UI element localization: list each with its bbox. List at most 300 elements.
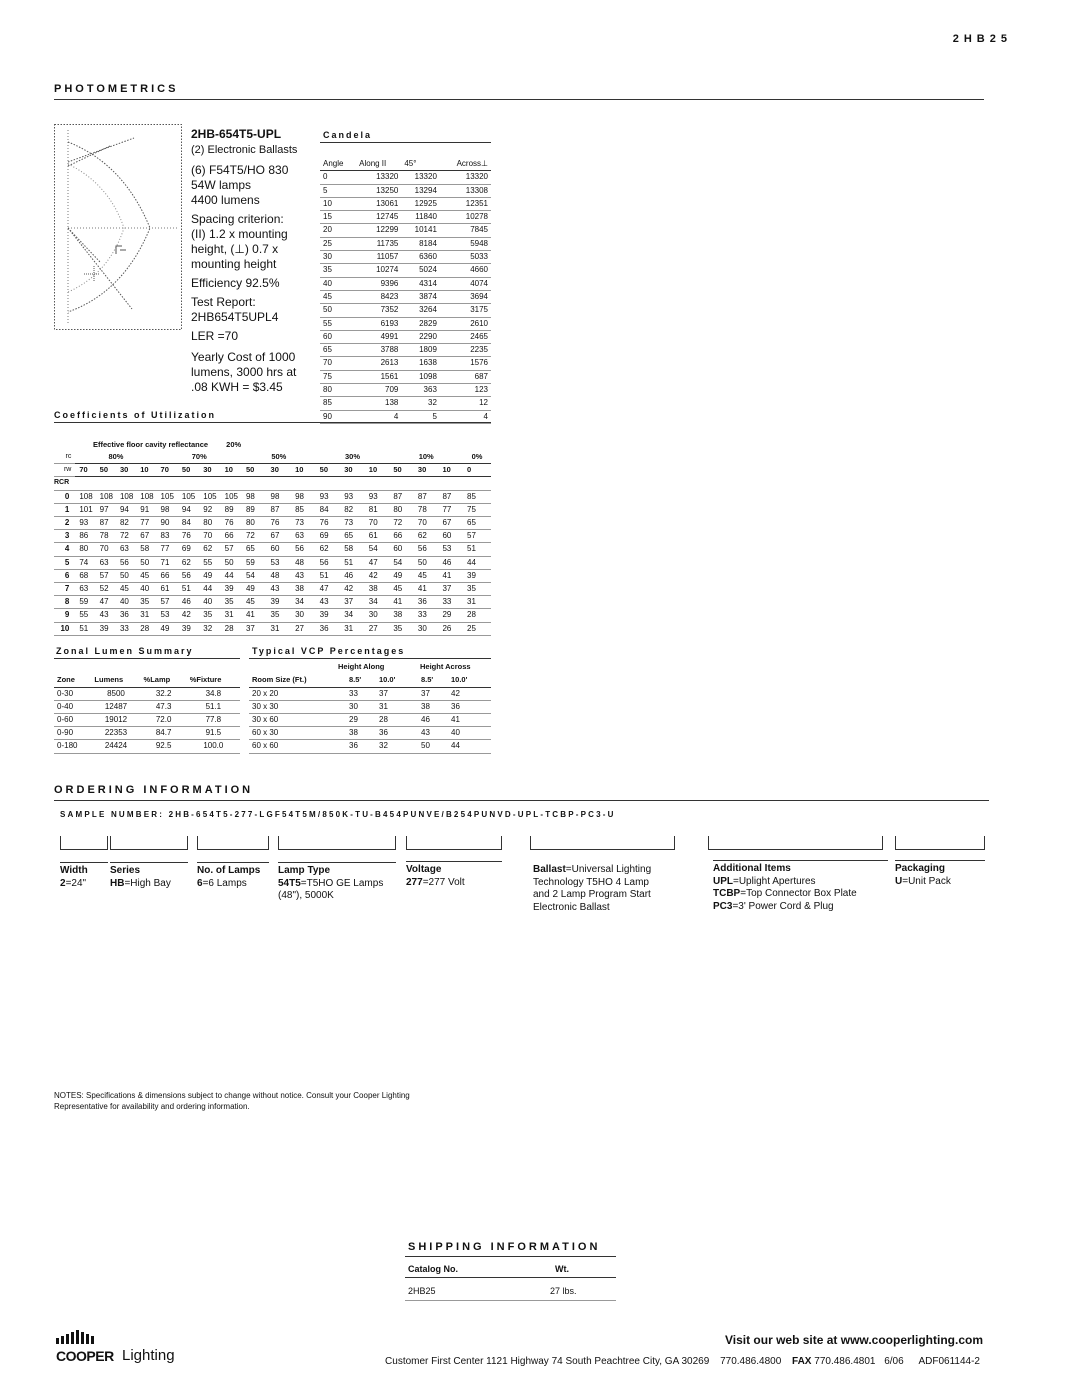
candela-row [320, 224, 491, 237]
vcp-cell: 60 x 30 [249, 727, 346, 740]
bracket-additional [708, 836, 883, 850]
candela-cell: 687 [440, 370, 491, 383]
cu-cell: 85 [291, 503, 316, 516]
cu-cell: 93 [75, 517, 95, 530]
spec-ballasts: (2) Electronic Ballasts [191, 144, 298, 156]
spec-lamps: (6) F54T5/HO 830 [191, 163, 289, 177]
cu-cell: 94 [178, 503, 199, 516]
order-col-additional-head: Additional Items [713, 863, 791, 874]
order-col-additional-code-2: TCBP [713, 888, 741, 899]
cu-cell: 57 [96, 569, 116, 582]
cu-row [54, 503, 491, 516]
candela-cell: 12299 [356, 224, 401, 237]
candela-row [320, 171, 491, 184]
cu-cell: 53 [157, 609, 178, 622]
candela-cell: 5 [401, 410, 440, 423]
candela-cell: 3788 [356, 344, 401, 357]
cu-cell: 80 [389, 503, 414, 516]
cu-cell: 34 [365, 596, 390, 609]
cu-cell: 50 [414, 556, 439, 569]
cu-cell: 47 [96, 596, 116, 609]
candela-cell: 3874 [401, 290, 440, 303]
candela-row [320, 290, 491, 303]
cu-title-rule [54, 422, 491, 423]
cu-cell: 75 [463, 503, 491, 516]
cu-cell: 48 [267, 569, 292, 582]
vcp-cell: 20 x 20 [249, 687, 346, 700]
footer-address: Customer First Center 1121 Highway 74 South Peachtree City, GA 30269 [385, 1356, 710, 1367]
cu-cell: 77 [136, 517, 156, 530]
candela-cell: 35 [320, 264, 356, 277]
vcp-cell: 37 [376, 687, 418, 700]
cu-cell: 36 [116, 609, 136, 622]
cu-cell: 70 [414, 517, 439, 530]
notes-line-2: Representative for availability and ordering information. [54, 1102, 250, 1111]
cu-row [54, 609, 491, 622]
cu-cell: 31 [221, 609, 242, 622]
cu-cell: 29 [438, 609, 463, 622]
shipping-weight-value: 27 lbs. [550, 1286, 577, 1296]
website-line [725, 1333, 983, 1347]
cu-cell: 105 [157, 490, 178, 503]
cu-cell: 108 [136, 490, 156, 503]
order-col-additional [713, 860, 888, 913]
shipping-rule-top [405, 1256, 616, 1257]
candela-body [320, 171, 491, 424]
cu-cell: 87 [438, 490, 463, 503]
candela-row [320, 397, 491, 410]
candela-cell: 60 [320, 330, 356, 343]
order-col-width-code: 2 [60, 877, 66, 889]
cu-cell: 67 [267, 530, 292, 543]
vcp-title-rule [249, 658, 491, 659]
cu-cell: 108 [116, 490, 136, 503]
cu-cell: 47 [316, 583, 341, 596]
zonal-row [54, 740, 240, 753]
footer-fax-label: FAX [792, 1356, 812, 1367]
cu-rcr-value: 3 [54, 530, 75, 543]
order-col-series-head: Series [110, 865, 141, 876]
cooper-logo-mark [56, 1330, 96, 1344]
cu-cell: 57 [221, 543, 242, 556]
candela-cell: 5948 [440, 237, 491, 250]
candela-cell: 4 [440, 410, 491, 423]
cu-rc-value: 10% [389, 451, 463, 464]
candela-cell: 70 [320, 357, 356, 370]
spec-lumens: 4400 lumens [191, 193, 260, 207]
cu-cell: 55 [199, 556, 220, 569]
spec-ler: LER =70 [191, 329, 239, 343]
vcp-body [249, 687, 491, 753]
cu-rw-label: rw [54, 464, 75, 477]
vcp-header-along-10: 10.0' [376, 673, 418, 687]
cu-cell: 31 [136, 609, 156, 622]
candela-cell: 4314 [401, 277, 440, 290]
notes [54, 1090, 410, 1112]
vcp-cell: 38 [418, 700, 448, 713]
cu-cell: 51 [178, 583, 199, 596]
vcp-cell: 50 [418, 740, 448, 753]
cu-cell: 43 [291, 569, 316, 582]
candela-cell: 55 [320, 317, 356, 330]
cu-cell: 72 [389, 517, 414, 530]
cu-cell: 105 [221, 490, 242, 503]
cu-rcr-value: 4 [54, 543, 75, 556]
vcp-row [249, 727, 491, 740]
cu-rcr-row [54, 477, 491, 490]
cu-rcr-value: 2 [54, 517, 75, 530]
vcp-cell: 30 x 30 [249, 700, 346, 713]
cu-cell: 44 [463, 556, 491, 569]
cu-cell: 27 [291, 622, 316, 635]
candela-cell: 6360 [401, 251, 440, 264]
cu-cell: 59 [75, 596, 95, 609]
order-col-ballast-head: Ballast [533, 864, 566, 875]
cu-cell: 30 [291, 609, 316, 622]
ordering-title: ORDERING INFORMATION [54, 784, 254, 796]
cu-cell: 60 [267, 543, 292, 556]
cu-cell: 84 [316, 503, 341, 516]
vcp-cell: 36 [376, 727, 418, 740]
photometrics-title: PHOTOMETRICS [54, 83, 179, 95]
cu-cell: 35 [221, 596, 242, 609]
order-col-series-desc: =High Bay [124, 877, 171, 889]
cu-cell: 39 [96, 622, 116, 635]
vcp-cell: 38 [346, 727, 376, 740]
bracket-width [60, 836, 108, 850]
cu-cell: 51 [75, 622, 95, 635]
footer-date: 6/06 [884, 1356, 904, 1367]
cu-cell: 43 [316, 596, 341, 609]
order-col-ballast-desc-2: and 2 Lamp Program Start [533, 889, 651, 900]
cu-cell: 62 [316, 543, 341, 556]
vcp-cell: 36 [346, 740, 376, 753]
cu-cell: 65 [463, 517, 491, 530]
cu-cell: 41 [414, 583, 439, 596]
photometrics-rule [54, 99, 984, 100]
cu-cell: 35 [389, 622, 414, 635]
candela-cell: 3175 [440, 304, 491, 317]
zonal-cell: 72.0 [141, 713, 187, 726]
cu-cell: 31 [340, 622, 365, 635]
order-col-packaging [895, 860, 985, 888]
cu-cell: 50 [116, 569, 136, 582]
zonal-cell: 34.8 [187, 687, 240, 700]
cu-cell: 61 [157, 583, 178, 596]
cu-rw-value: 30 [340, 464, 365, 477]
cu-cell: 37 [340, 596, 365, 609]
candela-cell: 6193 [356, 317, 401, 330]
cu-cell: 38 [291, 583, 316, 596]
cu-cell: 40 [136, 583, 156, 596]
cu-cell: 27 [365, 622, 390, 635]
spec-spacing-2: (II) 1.2 x mounting [191, 227, 288, 241]
candela-cell: 25 [320, 237, 356, 250]
cu-cell: 44 [199, 583, 220, 596]
order-col-additional-desc-3: =3' Power Cord & Plug [732, 900, 834, 912]
cu-cell: 55 [75, 609, 95, 622]
cu-cell: 70 [96, 543, 116, 556]
cu-cell: 82 [116, 517, 136, 530]
order-col-additional-code-1: UPL [713, 875, 733, 887]
cu-cell: 58 [136, 543, 156, 556]
cu-cell: 108 [96, 490, 116, 503]
vcp-cell: 36 [448, 700, 491, 713]
cu-cell: 41 [389, 596, 414, 609]
candela-row [320, 277, 491, 290]
cu-cell: 69 [178, 543, 199, 556]
cu-table [54, 451, 491, 636]
zonal-cell: 19012 [91, 713, 140, 726]
cu-cell: 50 [136, 556, 156, 569]
candela-cell: 7352 [356, 304, 401, 317]
order-col-ballast [533, 862, 678, 914]
candela-cell: 12925 [401, 197, 440, 210]
cu-cell: 57 [463, 530, 491, 543]
polar-candela-diagram [54, 124, 182, 330]
cu-rcr-value: 1 [54, 503, 75, 516]
cu-rw-value: 50 [96, 464, 116, 477]
cu-cell: 62 [178, 556, 199, 569]
cu-cell: 40 [116, 596, 136, 609]
candela-row [320, 304, 491, 317]
cu-cell: 42 [178, 609, 199, 622]
cu-row [54, 556, 491, 569]
vcp-cell: 28 [376, 713, 418, 726]
website-link[interactable]: www.cooperlighting.com [840, 1333, 983, 1347]
cu-cell: 51 [340, 556, 365, 569]
cu-cell: 71 [157, 556, 178, 569]
cooper-logo-bold: COOPER [56, 1348, 114, 1364]
cu-cell: 52 [96, 583, 116, 596]
cu-floor-text: Effective floor cavity reflectance [93, 440, 209, 449]
fixture-specs [191, 127, 319, 395]
spec-efficiency: Efficiency 92.5% [191, 276, 280, 290]
cu-cell: 72 [116, 530, 136, 543]
cu-cell: 92 [199, 503, 220, 516]
cu-cell: 84 [178, 517, 199, 530]
bracket-voltage [406, 836, 502, 850]
cu-cell: 63 [96, 556, 116, 569]
spec-spacing-4: mounting height [191, 257, 277, 271]
cu-cell: 42 [340, 583, 365, 596]
cooper-logo-light: Lighting [122, 1347, 175, 1364]
cu-cell: 36 [414, 596, 439, 609]
cu-cell: 70 [365, 517, 390, 530]
order-col-width-desc: =24" [65, 877, 87, 889]
candela-cell: 12351 [440, 197, 491, 210]
cu-rw-value: 10 [291, 464, 316, 477]
order-col-width [60, 862, 108, 890]
cu-rc-value: 70% [157, 451, 242, 464]
cu-row [54, 569, 491, 582]
cu-cell: 59 [242, 556, 267, 569]
zonal-header-lumens: Lumens [91, 673, 140, 687]
candela-cell: 7845 [440, 224, 491, 237]
cu-cell: 62 [414, 530, 439, 543]
vcp-cell: 60 x 60 [249, 740, 346, 753]
cu-cell: 36 [316, 622, 341, 635]
candela-title-rule [320, 142, 491, 143]
cu-cell: 56 [316, 556, 341, 569]
cu-cell: 65 [340, 530, 365, 543]
cu-rc-row [54, 451, 491, 464]
cu-row [54, 622, 491, 635]
candela-cell: 15 [320, 211, 356, 224]
order-col-voltage [406, 861, 502, 889]
candela-cell: 363 [401, 384, 440, 397]
order-col-lamps-desc: =6 Lamps [202, 877, 247, 889]
cooper-logo [56, 1330, 186, 1366]
cu-cell: 60 [389, 543, 414, 556]
vcp-cell: 43 [418, 727, 448, 740]
bracket-ballast [530, 836, 675, 850]
footer-fax: 770.486.4801 [814, 1356, 876, 1367]
order-col-lamps-code: 6 [197, 877, 203, 889]
cu-cell: 46 [438, 556, 463, 569]
sample-number [60, 810, 616, 819]
candela-cell: 13294 [401, 184, 440, 197]
cu-rc-value: 80% [75, 451, 156, 464]
cu-rc-label: rc [54, 451, 75, 464]
cu-rw-value: 50 [389, 464, 414, 477]
vcp-group-across: Height Across [420, 662, 471, 671]
cu-cell: 39 [221, 583, 242, 596]
cu-cell: 50 [221, 556, 242, 569]
cu-cell: 85 [463, 490, 491, 503]
cu-cell: 105 [178, 490, 199, 503]
candela-cell: 8423 [356, 290, 401, 303]
zonal-cell: 100.0 [187, 740, 240, 753]
candela-cell: 3694 [440, 290, 491, 303]
sample-number-value: 2HB-654T5-277-LGF54T5M/850K-TU-B454PUNVE/B254PUNVD-UPL-TCBP-PC3-U [168, 810, 616, 819]
vcp-row [249, 713, 491, 726]
zonal-cell: 0-180 [54, 740, 91, 753]
vcp-cell: 33 [346, 687, 376, 700]
zonal-row [54, 687, 240, 700]
vcp-row [249, 700, 491, 713]
cu-rcr-spacer [75, 477, 491, 490]
order-col-packaging-code: U [895, 875, 903, 887]
cu-cell: 46 [178, 596, 199, 609]
cu-rw-value: 50 [316, 464, 341, 477]
cu-cell: 43 [267, 583, 292, 596]
candela-cell: 13320 [440, 171, 491, 184]
order-col-lamp-type-desc-2: (48"), 5000K [278, 890, 334, 901]
cu-cell: 80 [75, 543, 95, 556]
order-col-lamp-type [278, 862, 396, 903]
zonal-cell: 0-60 [54, 713, 91, 726]
cu-cell: 37 [242, 622, 267, 635]
cu-cell: 86 [75, 530, 95, 543]
cu-rcr-label: RCR [54, 477, 75, 490]
cu-cell: 73 [340, 517, 365, 530]
candela-cell: 13320 [356, 171, 401, 184]
cu-cell: 45 [136, 569, 156, 582]
cu-cell: 31 [463, 596, 491, 609]
spec-cost-3: .08 KWH = $3.45 [191, 380, 283, 394]
cu-cell: 45 [389, 583, 414, 596]
candela-cell: 1576 [440, 357, 491, 370]
cu-body [54, 451, 491, 635]
cu-cell: 56 [178, 569, 199, 582]
cu-rcr-value: 0 [54, 490, 75, 503]
zonal-row [54, 727, 240, 740]
cu-cell: 98 [291, 490, 316, 503]
cu-cell: 54 [365, 543, 390, 556]
cu-cell: 25 [463, 622, 491, 635]
cu-cell: 45 [116, 583, 136, 596]
candela-cell: 2610 [440, 317, 491, 330]
model-title: 2HB-654T5-UPL [191, 127, 282, 141]
cu-rc-value: 50% [242, 451, 316, 464]
cu-cell: 76 [316, 517, 341, 530]
cu-cell: 90 [157, 517, 178, 530]
cu-cell: 72 [242, 530, 267, 543]
bracket-series [110, 836, 188, 850]
sample-number-label: SAMPLE NUMBER: [60, 810, 165, 819]
order-col-ballast-desc-1: Technology T5HO 4 Lamp [533, 876, 649, 888]
cu-cell: 30 [365, 609, 390, 622]
cu-cell: 49 [199, 569, 220, 582]
zonal-cell: 32.2 [141, 687, 187, 700]
cu-title: Coefficients of Utilization [54, 410, 216, 420]
cu-cell: 66 [389, 530, 414, 543]
cu-cell: 108 [75, 490, 95, 503]
vcp-cell: 40 [448, 727, 491, 740]
vcp-header-along-85: 8.5' [346, 673, 376, 687]
cu-rw-value: 70 [75, 464, 95, 477]
cu-cell: 54 [242, 569, 267, 582]
cu-cell: 41 [242, 609, 267, 622]
cu-cell: 39 [178, 622, 199, 635]
zonal-title: Zonal Lumen Summary [56, 646, 194, 656]
spec-cost-2: lumens, 3000 hrs at [191, 365, 297, 379]
cu-cell: 30 [414, 622, 439, 635]
zonal-body [54, 687, 240, 753]
cu-rcr-value: 9 [54, 609, 75, 622]
cu-cell: 33 [116, 622, 136, 635]
vcp-cell: 30 [346, 700, 376, 713]
cu-cell: 105 [199, 490, 220, 503]
candela-cell: 10278 [440, 211, 491, 224]
cu-cell: 98 [267, 490, 292, 503]
candela-cell: 123 [440, 384, 491, 397]
candela-header-angle: Angle [320, 158, 356, 171]
cu-rcr-value: 8 [54, 596, 75, 609]
cu-cell: 56 [414, 543, 439, 556]
cu-cell: 77 [438, 503, 463, 516]
cu-cell: 35 [267, 609, 292, 622]
candela-cell: 138 [356, 397, 401, 410]
candela-cell: 11840 [401, 211, 440, 224]
candela-cell: 3264 [401, 304, 440, 317]
candela-cell: 12745 [356, 211, 401, 224]
vcp-cell: 31 [376, 700, 418, 713]
cu-cell: 63 [291, 530, 316, 543]
cu-cell: 89 [221, 503, 242, 516]
cu-cell: 39 [316, 609, 341, 622]
cu-cell: 81 [365, 503, 390, 516]
cu-cell: 73 [291, 517, 316, 530]
cu-cell: 54 [389, 556, 414, 569]
zonal-title-rule [54, 658, 240, 659]
cu-rw-value: 50 [242, 464, 267, 477]
candela-cell: 65 [320, 344, 356, 357]
vcp-cell: 44 [448, 740, 491, 753]
candela-cell: 709 [356, 384, 401, 397]
cu-cell: 93 [365, 490, 390, 503]
